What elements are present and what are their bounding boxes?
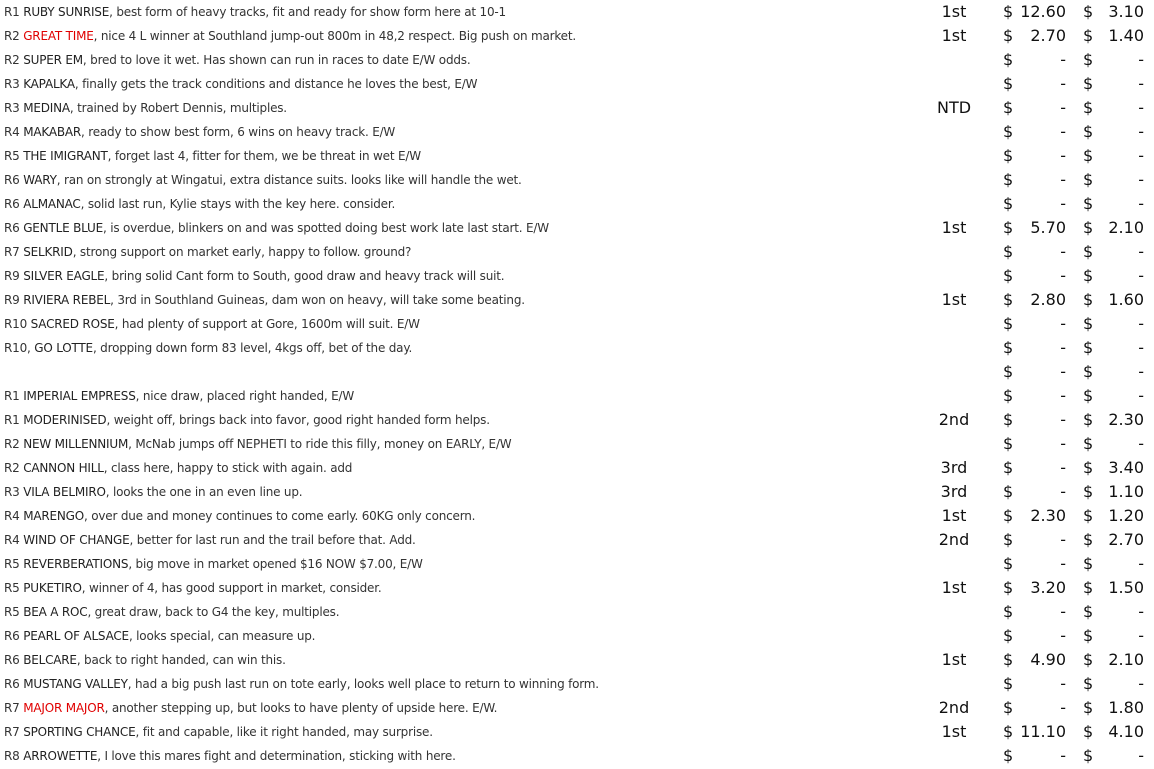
- win-currency-symbol: $: [1003, 26, 1014, 45]
- result-cell: 1st: [941, 218, 967, 237]
- win-currency-symbol: $: [1003, 338, 1014, 357]
- win-currency-symbol: $: [1003, 434, 1014, 453]
- result-cell: 1st: [941, 290, 967, 309]
- tip-comment: , had plenty of support at Gore, 1600m will suit. E/W: [114, 317, 420, 331]
- win-dividend-cell: -: [1060, 362, 1066, 381]
- tip-comment: , trained by Robert Dennis, multiples.: [69, 101, 287, 115]
- tip-comment: , nice draw, placed right handed, E/W: [135, 389, 354, 403]
- place-currency-symbol: $: [1083, 410, 1094, 429]
- win-dividend-cell: -: [1060, 386, 1066, 405]
- place-dividend-cell: 4.10: [1108, 722, 1144, 741]
- place-currency-symbol: $: [1083, 602, 1094, 621]
- win-dividend-cell: 12.60: [1020, 2, 1066, 21]
- win-currency-symbol: $: [1003, 506, 1014, 525]
- tip-text: [4, 605, 339, 619]
- race-number: R7: [4, 725, 20, 739]
- win-dividend-cell: 4.90: [1030, 650, 1066, 669]
- tip-comment: , another stepping up, but looks to have plenty of upside here. E/W.: [104, 701, 498, 715]
- tip-text: [4, 173, 522, 187]
- table-row: [0, 624, 1154, 648]
- place-currency-symbol: $: [1083, 122, 1094, 141]
- result-cell: NTD: [936, 98, 972, 117]
- tip-comment: , winner of 4, has good support in market, consider.: [81, 581, 382, 595]
- horse-name: ALMANAC: [23, 197, 81, 211]
- tip-comment: , finally gets the track conditions and distance he loves the best, E/W: [74, 77, 478, 91]
- race-number: R6: [4, 653, 20, 667]
- place-currency-symbol: $: [1083, 146, 1094, 165]
- win-currency-symbol: $: [1003, 194, 1014, 213]
- win-currency-symbol: $: [1003, 362, 1014, 381]
- win-dividend-cell: 2.70: [1030, 26, 1066, 45]
- win-currency-symbol: $: [1003, 74, 1014, 93]
- win-dividend-cell: 5.70: [1030, 218, 1066, 237]
- place-dividend-cell: -: [1138, 362, 1144, 381]
- horse-name: BELCARE: [23, 653, 77, 667]
- race-number: R10,: [4, 341, 31, 355]
- place-currency-symbol: $: [1083, 530, 1094, 549]
- horse-name: WIND OF CHANGE: [23, 533, 130, 547]
- place-dividend-cell: -: [1138, 746, 1144, 765]
- horse-name: REVERBERATIONS: [23, 557, 129, 571]
- place-currency-symbol: $: [1083, 98, 1094, 117]
- result-cell: 1st: [941, 578, 967, 597]
- result-cell: 1st: [941, 26, 967, 45]
- horse-name: GENTLE BLUE: [23, 221, 103, 235]
- place-currency-symbol: $: [1083, 626, 1094, 645]
- horse-name: PEARL OF ALSACE: [23, 629, 129, 643]
- tip-text: [4, 245, 411, 259]
- horse-name: VILA BELMIRO: [23, 485, 106, 499]
- table-row: [0, 264, 1154, 288]
- place-currency-symbol: $: [1083, 746, 1094, 765]
- race-number: R7: [4, 701, 20, 715]
- table-row: [0, 216, 1154, 240]
- tip-comment: , over due and money continues to come early. 60KG only concern.: [84, 509, 476, 523]
- table-row: [0, 576, 1154, 600]
- tip-text: [4, 509, 475, 523]
- table-row: [0, 72, 1154, 96]
- win-dividend-cell: -: [1060, 746, 1066, 765]
- win-currency-symbol: $: [1003, 746, 1014, 765]
- horse-name: ARROWETTE: [23, 749, 98, 763]
- place-dividend-cell: 2.30: [1108, 410, 1144, 429]
- race-number: R6: [4, 221, 20, 235]
- place-currency-symbol: $: [1083, 722, 1094, 741]
- table-row: [0, 144, 1154, 168]
- table-row: [0, 360, 1154, 384]
- table-row: [0, 240, 1154, 264]
- win-dividend-cell: -: [1060, 626, 1066, 645]
- place-currency-symbol: $: [1083, 698, 1094, 717]
- race-number: R9: [4, 269, 20, 283]
- win-dividend-cell: -: [1060, 458, 1066, 477]
- tip-text: [4, 461, 352, 475]
- table-row: [0, 720, 1154, 744]
- win-currency-symbol: $: [1003, 98, 1014, 117]
- place-currency-symbol: $: [1083, 26, 1094, 45]
- tip-comment: , looks the one in an even line up.: [105, 485, 303, 499]
- tip-text: [4, 749, 456, 763]
- table-row: [0, 24, 1154, 48]
- result-cell: 3rd: [940, 458, 968, 477]
- win-currency-symbol: $: [1003, 674, 1014, 693]
- tip-comment: , nice 4 L winner at Southland jump-out 800m in 48,2 respect. Big push on market.: [93, 29, 576, 43]
- win-dividend-cell: 2.30: [1030, 506, 1066, 525]
- horse-name: IMPERIAL EMPRESS: [23, 389, 136, 403]
- tip-text: [4, 725, 433, 739]
- win-dividend-cell: -: [1060, 530, 1066, 549]
- place-currency-symbol: $: [1083, 650, 1094, 669]
- race-number: R4: [4, 509, 20, 523]
- race-number: R6: [4, 677, 20, 691]
- win-dividend-cell: -: [1060, 314, 1066, 333]
- horse-name: THE IMIGRANT: [23, 149, 108, 163]
- horse-name: SELKRID: [23, 245, 73, 259]
- win-currency-symbol: $: [1003, 626, 1014, 645]
- place-dividend-cell: 3.10: [1108, 2, 1144, 21]
- win-currency-symbol: $: [1003, 698, 1014, 717]
- tip-comment: , forget last 4, fitter for them, we be threat in wet E/W: [107, 149, 421, 163]
- tip-comment: , better for last run and the trail before that. Add.: [129, 533, 416, 547]
- win-dividend-cell: -: [1060, 242, 1066, 261]
- win-dividend-cell: 2.80: [1030, 290, 1066, 309]
- win-dividend-cell: -: [1060, 50, 1066, 69]
- place-dividend-cell: -: [1138, 554, 1144, 573]
- win-dividend-cell: -: [1060, 98, 1066, 117]
- table-row: [0, 0, 1154, 24]
- tip-text: [4, 293, 525, 307]
- win-dividend-cell: -: [1060, 698, 1066, 717]
- place-currency-symbol: $: [1083, 50, 1094, 69]
- tip-text: [4, 29, 576, 43]
- result-cell: 2nd: [938, 410, 970, 429]
- tip-text: [4, 101, 287, 115]
- tip-text: [4, 269, 504, 283]
- tip-comment: , bred to love it wet. Has shown can run in races to date E/W odds.: [82, 53, 471, 67]
- tip-comment: , fit and capable, like it right handed, may surprise.: [135, 725, 433, 739]
- tip-comment: , big move in market opened $16 NOW $7.00, E/W: [128, 557, 423, 571]
- race-number: R1: [4, 413, 20, 427]
- place-dividend-cell: -: [1138, 98, 1144, 117]
- place-currency-symbol: $: [1083, 458, 1094, 477]
- race-number: R4: [4, 533, 20, 547]
- horse-name: RUBY SUNRISE: [23, 5, 110, 19]
- tip-comment: , solid last run, Kylie stays with the key here. consider.: [80, 197, 396, 211]
- place-dividend-cell: -: [1138, 602, 1144, 621]
- horse-name: SUPER EM: [23, 53, 83, 67]
- table-row: [0, 168, 1154, 192]
- tip-comment: , back to right handed, can win this.: [76, 653, 286, 667]
- place-dividend-cell: -: [1138, 266, 1144, 285]
- place-currency-symbol: $: [1083, 482, 1094, 501]
- place-currency-symbol: $: [1083, 338, 1094, 357]
- tip-comment: , ready to show best form, 6 wins on heavy track. E/W: [81, 125, 396, 139]
- tip-text: [4, 533, 416, 547]
- tip-text: [4, 629, 315, 643]
- horse-name: GO LOTTE: [34, 341, 93, 355]
- place-currency-symbol: $: [1083, 314, 1094, 333]
- table-row: [0, 480, 1154, 504]
- place-currency-symbol: $: [1083, 194, 1094, 213]
- place-dividend-cell: 1.60: [1108, 290, 1144, 309]
- place-currency-symbol: $: [1083, 218, 1094, 237]
- race-number: R7: [4, 245, 20, 259]
- race-number: R9: [4, 293, 20, 307]
- win-currency-symbol: $: [1003, 122, 1014, 141]
- place-dividend-cell: 2.10: [1108, 650, 1144, 669]
- tip-text: [4, 5, 506, 19]
- result-cell: 1st: [941, 722, 967, 741]
- win-currency-symbol: $: [1003, 458, 1014, 477]
- horse-name: MARENGO: [23, 509, 85, 523]
- win-dividend-cell: 11.10: [1020, 722, 1066, 741]
- tip-text: [4, 653, 286, 667]
- race-number: R6: [4, 197, 20, 211]
- tip-text: [4, 125, 395, 139]
- win-dividend-cell: -: [1060, 194, 1066, 213]
- table-row: [0, 432, 1154, 456]
- tip-comment: , I love this mares fight and determination, sticking with here.: [97, 749, 456, 763]
- tip-comment: , bring solid Cant form to South, good draw and heavy track will suit.: [104, 269, 505, 283]
- win-dividend-cell: -: [1060, 482, 1066, 501]
- horse-name: SACRED ROSE: [30, 317, 115, 331]
- win-currency-symbol: $: [1003, 314, 1014, 333]
- win-dividend-cell: -: [1060, 170, 1066, 189]
- tip-comment: , had a big push last run on tote early, looks well place to return to winning form.: [127, 677, 599, 691]
- horse-name: PUKETIRO: [23, 581, 82, 595]
- place-currency-symbol: $: [1083, 386, 1094, 405]
- horse-name: MODERINISED: [23, 413, 107, 427]
- win-dividend-cell: -: [1060, 338, 1066, 357]
- place-currency-symbol: $: [1083, 242, 1094, 261]
- win-currency-symbol: $: [1003, 722, 1014, 741]
- tip-comment: , strong support on market early, happy to follow. ground?: [72, 245, 412, 259]
- result-cell: 1st: [941, 650, 967, 669]
- race-number: R6: [4, 629, 20, 643]
- table-row: [0, 552, 1154, 576]
- tip-text: [4, 221, 549, 235]
- place-dividend-cell: -: [1138, 338, 1144, 357]
- win-currency-symbol: $: [1003, 578, 1014, 597]
- tip-comment: , ran on strongly at Wingatui, extra distance suits. looks like will handle the wet.: [56, 173, 522, 187]
- result-cell: 1st: [941, 506, 967, 525]
- tip-text: [4, 485, 302, 499]
- table-row: [0, 672, 1154, 696]
- win-dividend-cell: -: [1060, 266, 1066, 285]
- horse-name: MUSTANG VALLEY: [23, 677, 128, 691]
- tip-text: [4, 53, 470, 67]
- tip-text: [4, 317, 420, 331]
- place-currency-symbol: $: [1083, 362, 1094, 381]
- horse-name: RIVIERA REBEL: [23, 293, 111, 307]
- tip-text: [4, 197, 395, 211]
- win-currency-symbol: $: [1003, 410, 1014, 429]
- race-number: R5: [4, 605, 20, 619]
- table-row: [0, 408, 1154, 432]
- win-currency-symbol: $: [1003, 146, 1014, 165]
- race-number: R4: [4, 125, 20, 139]
- win-dividend-cell: -: [1060, 74, 1066, 93]
- place-dividend-cell: 1.40: [1108, 26, 1144, 45]
- race-number: R5: [4, 149, 20, 163]
- place-dividend-cell: 1.80: [1108, 698, 1144, 717]
- race-number: R2: [4, 437, 20, 451]
- place-dividend-cell: -: [1138, 74, 1144, 93]
- place-dividend-cell: -: [1138, 122, 1144, 141]
- result-cell: 2nd: [938, 698, 970, 717]
- horse-name: CANNON HILL: [23, 461, 104, 475]
- win-currency-symbol: $: [1003, 482, 1014, 501]
- horse-name: MAKABAR: [23, 125, 82, 139]
- win-currency-symbol: $: [1003, 2, 1014, 21]
- win-currency-symbol: $: [1003, 218, 1014, 237]
- tip-comment: , best form of heavy tracks, fit and ready for show form here at 10-1: [109, 5, 506, 19]
- horse-name: GREAT TIME: [23, 29, 94, 43]
- horse-name: WARY: [23, 173, 57, 187]
- win-currency-symbol: $: [1003, 290, 1014, 309]
- win-dividend-cell: -: [1060, 554, 1066, 573]
- win-currency-symbol: $: [1003, 530, 1014, 549]
- tip-text: [4, 413, 490, 427]
- tip-text: [4, 389, 354, 403]
- win-currency-symbol: $: [1003, 170, 1014, 189]
- place-dividend-cell: -: [1138, 674, 1144, 693]
- race-number: R2: [4, 53, 20, 67]
- place-dividend-cell: -: [1138, 386, 1144, 405]
- table-row: [0, 192, 1154, 216]
- win-dividend-cell: -: [1060, 674, 1066, 693]
- place-currency-symbol: $: [1083, 554, 1094, 573]
- place-dividend-cell: -: [1138, 242, 1144, 261]
- table-row: [0, 504, 1154, 528]
- tip-text: [4, 677, 599, 691]
- place-dividend-cell: -: [1138, 626, 1144, 645]
- table-row: [0, 648, 1154, 672]
- tip-comment: , McNab jumps off NEPHETI to ride this filly, money on EARLY, E/W: [128, 437, 512, 451]
- place-dividend-cell: 1.50: [1108, 578, 1144, 597]
- horse-name: SILVER EAGLE: [23, 269, 105, 283]
- place-currency-symbol: $: [1083, 290, 1094, 309]
- race-number: R10: [4, 317, 28, 331]
- race-number: R2: [4, 29, 20, 43]
- place-dividend-cell: 2.10: [1108, 218, 1144, 237]
- win-currency-symbol: $: [1003, 602, 1014, 621]
- table-row: [0, 336, 1154, 360]
- place-dividend-cell: -: [1138, 50, 1144, 69]
- table-row: [0, 312, 1154, 336]
- race-number: R3: [4, 485, 20, 499]
- horse-name: SPORTING CHANCE: [23, 725, 136, 739]
- place-currency-symbol: $: [1083, 674, 1094, 693]
- race-number: R2: [4, 461, 20, 475]
- win-dividend-cell: -: [1060, 602, 1066, 621]
- tip-text: [4, 149, 421, 163]
- tip-text: [4, 341, 412, 355]
- win-currency-symbol: $: [1003, 50, 1014, 69]
- win-currency-symbol: $: [1003, 650, 1014, 669]
- race-number: R5: [4, 557, 20, 571]
- race-number: R3: [4, 101, 20, 115]
- place-dividend-cell: -: [1138, 434, 1144, 453]
- place-dividend-cell: -: [1138, 314, 1144, 333]
- table-row: [0, 384, 1154, 408]
- table-row: [0, 48, 1154, 72]
- place-currency-symbol: $: [1083, 434, 1094, 453]
- tip-text: [4, 77, 477, 91]
- place-dividend-cell: 1.20: [1108, 506, 1144, 525]
- table-row: [0, 696, 1154, 720]
- race-number: R3: [4, 77, 20, 91]
- tip-text: [4, 557, 423, 571]
- race-number: R5: [4, 581, 20, 595]
- place-currency-symbol: $: [1083, 506, 1094, 525]
- tip-comment: , weight off, brings back into favor, good right handed form helps.: [106, 413, 490, 427]
- win-currency-symbol: $: [1003, 266, 1014, 285]
- place-dividend-cell: 3.40: [1108, 458, 1144, 477]
- win-dividend-cell: -: [1060, 434, 1066, 453]
- place-dividend-cell: 1.10: [1108, 482, 1144, 501]
- table-row: [0, 528, 1154, 552]
- table-row: [0, 288, 1154, 312]
- tip-text: [4, 581, 382, 595]
- tip-comment: , dropping down form 83 level, 4kgs off, bet of the day.: [92, 341, 413, 355]
- race-number: R8: [4, 749, 20, 763]
- race-number: R6: [4, 173, 20, 187]
- place-currency-symbol: $: [1083, 74, 1094, 93]
- place-currency-symbol: $: [1083, 266, 1094, 285]
- race-number: R1: [4, 389, 20, 403]
- horse-name: KAPALKA: [23, 77, 75, 91]
- race-number: R1: [4, 5, 20, 19]
- tip-text: [4, 701, 497, 715]
- place-dividend-cell: 2.70: [1108, 530, 1144, 549]
- place-dividend-cell: -: [1138, 194, 1144, 213]
- table-row: [0, 744, 1154, 768]
- place-dividend-cell: -: [1138, 170, 1144, 189]
- result-cell: 3rd: [940, 482, 968, 501]
- result-cell: 2nd: [938, 530, 970, 549]
- win-dividend-cell: -: [1060, 410, 1066, 429]
- horse-name: BEA A ROC: [23, 605, 88, 619]
- table-row: [0, 120, 1154, 144]
- win-dividend-cell: -: [1060, 146, 1066, 165]
- result-cell: 1st: [941, 2, 967, 21]
- tip-comment: , 3rd in Southland Guineas, dam won on heavy, will take some beating.: [110, 293, 525, 307]
- table-row: [0, 96, 1154, 120]
- win-currency-symbol: $: [1003, 554, 1014, 573]
- horse-name: MEDINA: [23, 101, 70, 115]
- horse-name: NEW MILLENNIUM: [23, 437, 129, 451]
- win-currency-symbol: $: [1003, 242, 1014, 261]
- horse-name: MAJOR MAJOR: [23, 701, 105, 715]
- place-currency-symbol: $: [1083, 2, 1094, 21]
- tip-comment: , looks special, can measure up.: [128, 629, 316, 643]
- place-dividend-cell: -: [1138, 146, 1144, 165]
- tip-comment: , is overdue, blinkers on and was spotted doing best work late last start. E/W: [102, 221, 549, 235]
- table-row: [0, 600, 1154, 624]
- tip-comment: , class here, happy to stick with again. add: [103, 461, 353, 475]
- win-dividend-cell: -: [1060, 122, 1066, 141]
- win-dividend-cell: 3.20: [1030, 578, 1066, 597]
- win-currency-symbol: $: [1003, 386, 1014, 405]
- tip-text: [4, 437, 511, 451]
- table-row: [0, 456, 1154, 480]
- place-currency-symbol: $: [1083, 578, 1094, 597]
- place-currency-symbol: $: [1083, 170, 1094, 189]
- tip-comment: , great draw, back to G4 the key, multiples.: [87, 605, 340, 619]
